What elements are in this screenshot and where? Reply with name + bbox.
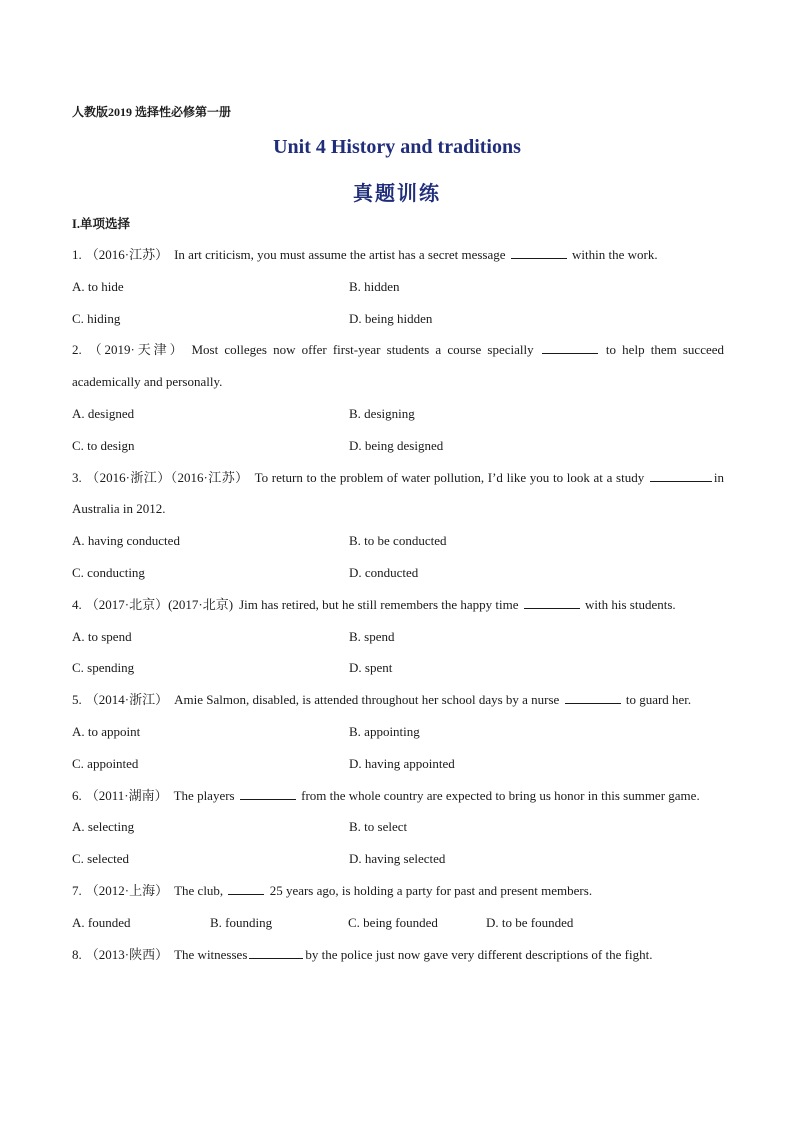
option: D. spent bbox=[349, 660, 393, 676]
answer-blank bbox=[511, 244, 567, 259]
options bbox=[72, 621, 724, 685]
answer-blank bbox=[650, 467, 712, 482]
option: A. to appoint bbox=[72, 723, 141, 739]
option: A. to hide bbox=[72, 278, 124, 294]
options bbox=[72, 525, 724, 589]
options bbox=[72, 811, 724, 875]
option: B. to be conducted bbox=[349, 533, 447, 549]
answer-blank bbox=[240, 785, 296, 800]
option: C. to design bbox=[72, 437, 135, 453]
question-stem: 5. （2014·浙江） Amie Salmon, disabled, is attended throughout her school days by a nurse to guard her. bbox=[72, 684, 724, 716]
options bbox=[72, 716, 724, 780]
answer-blank bbox=[249, 944, 303, 959]
option: C. appointed bbox=[72, 755, 139, 771]
option: D. having appointed bbox=[349, 755, 455, 771]
question-stem: 6. （2011·湖南） The players from the whole country are expected to bring us honor in this summer game. bbox=[72, 780, 724, 812]
answer-blank bbox=[565, 689, 621, 704]
document-header: 人教版2019 选择性必修第一册 bbox=[72, 105, 232, 119]
question-stem: 2. （2019·天津） Most colleges now offer first-year students a course specially to help them succeed academically and personally. bbox=[72, 334, 724, 398]
option: A. having conducted bbox=[72, 533, 180, 549]
option: C. selected bbox=[72, 851, 130, 867]
option: B. hidden bbox=[349, 278, 400, 294]
page-subtitle: 真题训练 bbox=[353, 181, 441, 205]
option: D. being hidden bbox=[349, 310, 433, 326]
option: A. designed bbox=[72, 405, 135, 421]
option: D. being designed bbox=[349, 437, 444, 453]
section-heading: I.单项选择 bbox=[72, 217, 130, 231]
answer-blank bbox=[542, 339, 598, 354]
options bbox=[72, 398, 724, 462]
option: D. conducted bbox=[349, 564, 419, 580]
option: C. being founded bbox=[348, 914, 438, 930]
question-stem: 4. （2017·北京）(2017·北京) Jim has retired, but he still remembers the happy time with his students. bbox=[72, 589, 724, 621]
option: C. hiding bbox=[72, 310, 121, 326]
option: A. to spend bbox=[72, 628, 132, 644]
option: B. designing bbox=[349, 405, 415, 421]
option: A. founded bbox=[72, 914, 131, 930]
question-stem: 7. （2012·上海） The club, 25 years ago, is holding a party for past and present members. bbox=[72, 875, 724, 907]
option: C. conducting bbox=[72, 564, 145, 580]
question-list bbox=[72, 239, 724, 970]
option: C. spending bbox=[72, 660, 135, 676]
page-title: Unit 4 History and traditions bbox=[273, 136, 521, 158]
option: B. appointing bbox=[349, 723, 420, 739]
option: B. founding bbox=[210, 914, 273, 930]
question-stem: 3. （2016·浙江）（2016·江苏） To return to the problem of water pollution, I’d like you to look at a study in Australia in 2012. bbox=[72, 462, 724, 526]
option: A. selecting bbox=[72, 819, 135, 835]
question-stem: 8. （2013·陕西） The witnesses by the police just now gave very different descriptions of the fight. bbox=[72, 939, 724, 971]
answer-blank bbox=[524, 594, 580, 609]
options bbox=[72, 907, 724, 939]
options bbox=[72, 271, 724, 335]
option: B. to select bbox=[349, 819, 408, 835]
question-stem: 1. （2016·江苏） In art criticism, you must assume the artist has a secret message within the work. bbox=[72, 239, 724, 271]
option: D. having selected bbox=[349, 851, 446, 867]
answer-blank bbox=[228, 880, 264, 895]
option: D. to be founded bbox=[486, 914, 574, 930]
option: B. spend bbox=[349, 628, 395, 644]
